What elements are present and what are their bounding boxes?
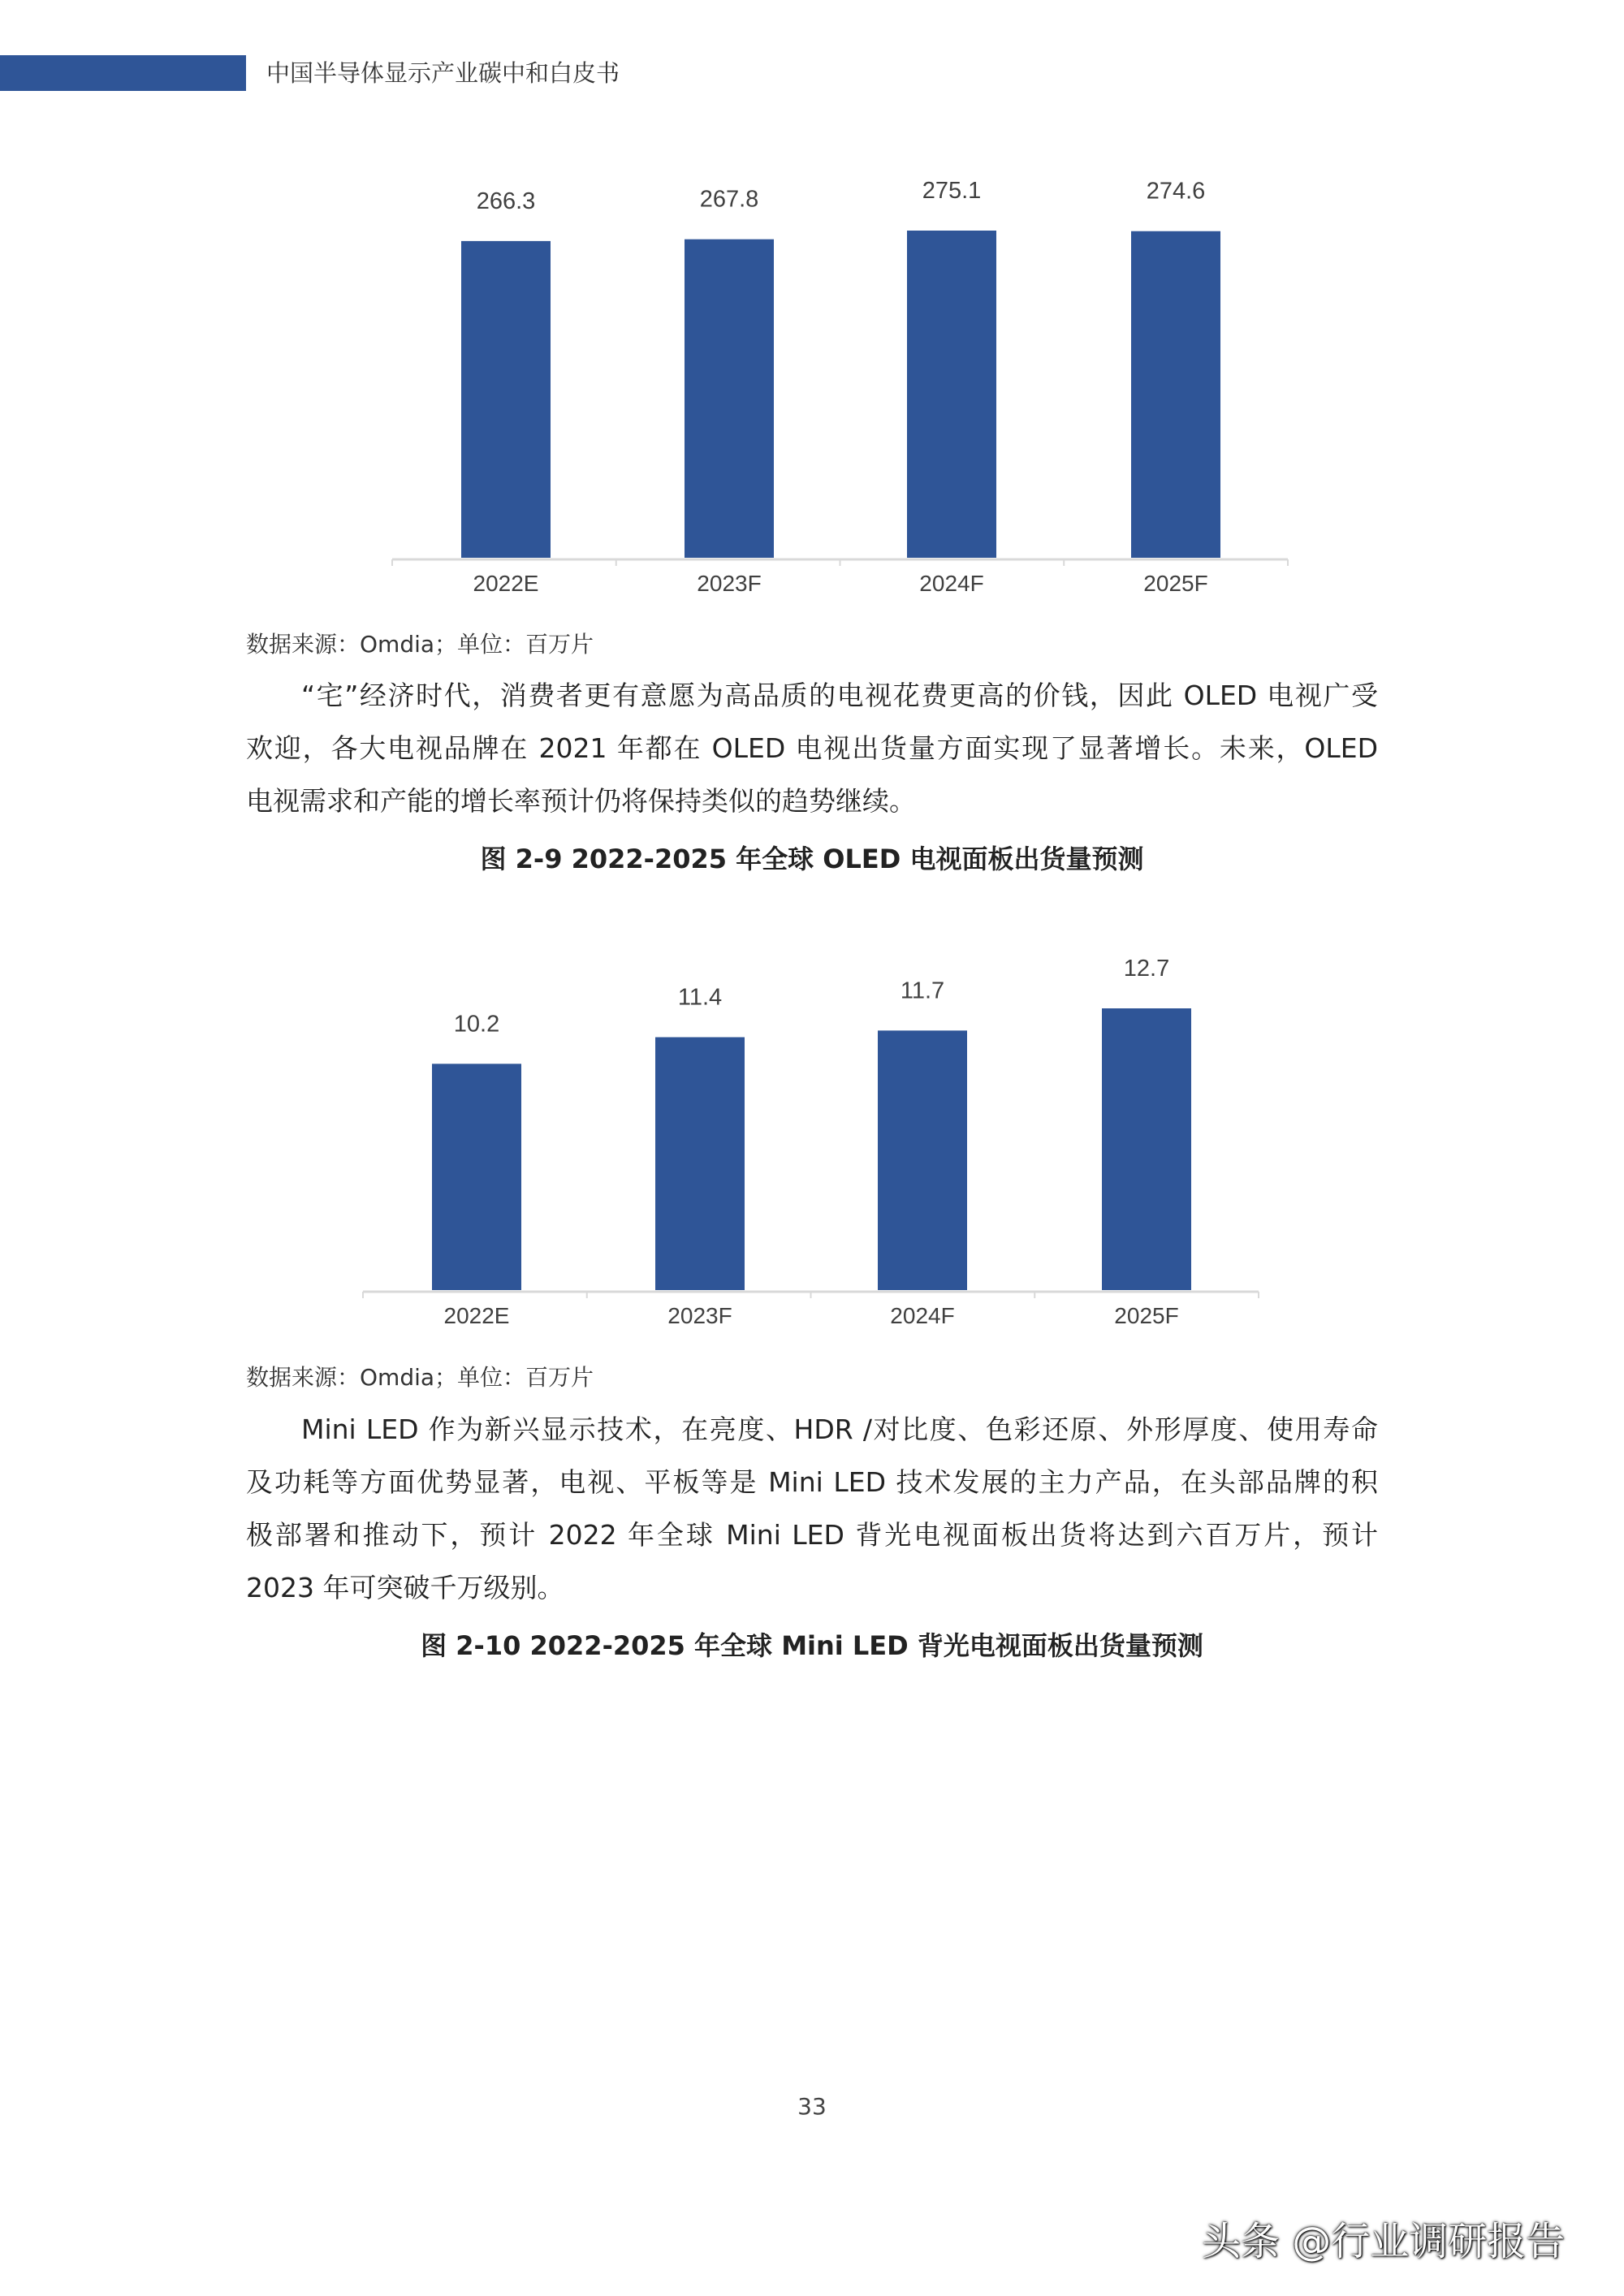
paragraph-line: “宅”经济时代，消费者更有意愿为高品质的电视花费更高的价钱，因此 OLED 电视广受: [301, 680, 1378, 711]
x-tick-label: 2024F: [919, 571, 984, 596]
x-tick-label: 2023F: [697, 571, 762, 596]
bar-2023F: [685, 240, 774, 558]
paragraph-line: Mini LED 作为新兴显示技术，在亮度、HDR /对比度、色彩还原、外形厚度、使用寿命: [301, 1413, 1378, 1445]
oled-shipment-chart: [0, 146, 1624, 601]
bar-2024F: [878, 1030, 967, 1290]
data-label: 11.7: [900, 978, 945, 1004]
data-source-note: 数据来源：Omdia；单位：百万片: [246, 631, 594, 658]
header-accent-bar: [0, 55, 246, 91]
bar-2022E: [432, 1064, 521, 1290]
x-tick-label: 2024F: [890, 1303, 955, 1328]
document-title: 中国半导体显示产业碳中和白皮书: [266, 59, 620, 87]
paragraph-line: 2023 年可突破千万级别。: [246, 1572, 564, 1603]
x-tick-label: 2023F: [667, 1303, 732, 1328]
bar-2025F: [1102, 1008, 1191, 1290]
x-tick-label: 2022E: [443, 1303, 510, 1328]
mini-led-shipment-chart: [0, 942, 1624, 1348]
figure-caption: 图 2-9 2022-2025 年全球 OLED 电视面板出货量预测: [480, 844, 1144, 874]
data-label: 266.3: [476, 188, 536, 214]
data-label: 267.8: [699, 186, 759, 213]
x-tick-label: 2022E: [473, 571, 539, 596]
data-label: 10.2: [453, 1011, 500, 1038]
paragraph-line: 电视需求和产能的增长率预计仍将保持类似的趋势继续。: [246, 785, 916, 817]
data-label: 274.6: [1146, 178, 1206, 205]
bar-2024F: [907, 231, 996, 558]
data-label: 12.7: [1123, 956, 1170, 982]
data-label: 275.1: [922, 178, 982, 204]
paragraph-line: 极部署和推动下，预计 2022 年全球 Mini LED 背光电视面板出货将达到六百万片，预计: [246, 1519, 1378, 1551]
figure-caption: 图 2-10 2022-2025 年全球 Mini LED 背光电视面板出货量预测: [421, 1630, 1203, 1661]
bar-2025F: [1131, 231, 1220, 558]
data-label: 11.4: [677, 984, 723, 1011]
x-tick-label: 2025F: [1114, 1303, 1179, 1328]
page-number: 33: [797, 2093, 827, 2120]
paragraph-oled: [246, 669, 1378, 827]
paragraph-line: 欢迎，各大电视品牌在 2021 年都在 OLED 电视出货量方面实现了显著增长。未来，OLED: [246, 732, 1378, 764]
bar-2023F: [655, 1038, 745, 1290]
watermark: 头条 @行业调研报告: [1202, 2219, 1566, 2264]
data-source-note: 数据来源：Omdia；单位：百万片: [246, 1364, 594, 1391]
paragraph-mini-led: [246, 1403, 1378, 1614]
bar-2022E: [461, 241, 551, 558]
x-tick-label: 2025F: [1143, 571, 1208, 596]
paragraph-line: 及功耗等方面优势显著，电视、平板等是 Mini LED 技术发展的主力产品，在头部品牌的积: [246, 1466, 1378, 1498]
